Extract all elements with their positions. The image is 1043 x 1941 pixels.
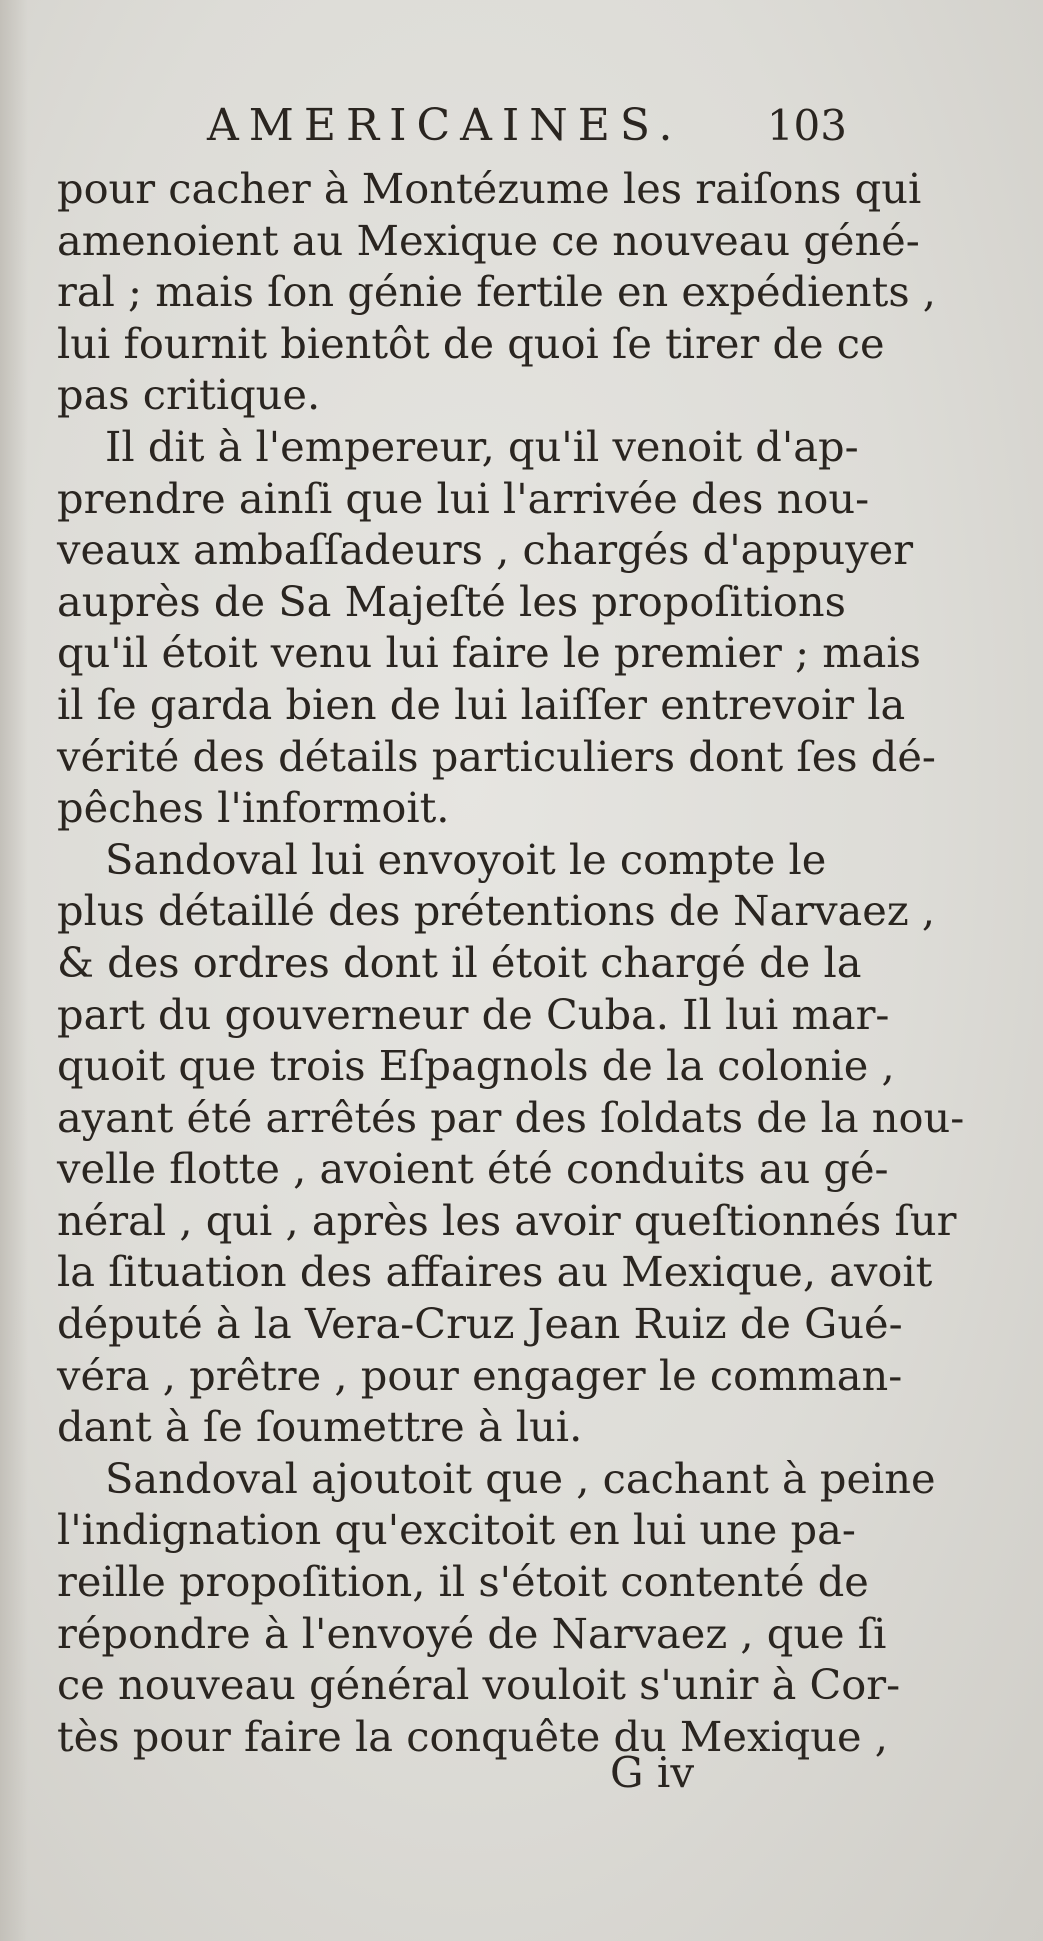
paragraph-start-line: Il dit à l'empereur, qu'il venoit d'ap- xyxy=(105,421,859,471)
text-line: député à la Vera-Cruz Jean Ruiz de Gué- xyxy=(57,1299,903,1349)
paragraph-start-line: Sandoval ajoutoit que , cachant à peine xyxy=(105,1453,936,1503)
text-line: lui fournit bientôt de quoi ſe tirer de ce xyxy=(57,318,885,368)
text-line: quoit que trois Eſpagnols de la colonie , xyxy=(57,1041,895,1091)
text-line: dant à ſe ſoumettre à lui. xyxy=(57,1402,583,1452)
text-line: prendre ainſi que lui l'arrivée des nou- xyxy=(57,473,870,523)
text-line: pour cacher à Montézume les raiſons qui xyxy=(57,164,922,213)
text-line: amenoient au Mexique ce nouveau géné- xyxy=(57,215,920,265)
body-text xyxy=(57,163,965,1762)
text-line: véra , prêtre , pour engager le comman- xyxy=(57,1350,903,1400)
signature-mark: G iv xyxy=(610,1748,695,1797)
text-line: qu'il étoit venu lui faire le premier ; mais xyxy=(57,628,921,678)
text-line: auprès de Sa Majeſté les propoſitions xyxy=(57,576,846,626)
text-line: plus détaillé des prétentions de Narvaez , xyxy=(57,886,936,936)
text-line: velle flotte , avoient été conduits au gé- xyxy=(57,1144,889,1194)
text-line: la ſituation des affaires au Mexique, avoit xyxy=(57,1247,933,1297)
text-line: & des ordres dont il étoit chargé de la xyxy=(57,937,862,987)
text-line: veaux ambaſſadeurs , chargés d'appuyer xyxy=(57,525,914,575)
text-line: reille propoſition, il s'étoit contenté de xyxy=(57,1557,869,1607)
text-line: ayant été arrêtés par des ſoldats de la nou- xyxy=(57,1092,965,1142)
text-line: vérité des détails particuliers dont ſes dé- xyxy=(57,731,936,781)
paragraph-start-line: Sandoval lui envoyoit le compte le xyxy=(105,834,827,884)
page-number: 103 xyxy=(766,101,847,150)
text-line: pêches l'informoit. xyxy=(57,783,450,833)
text-line: part du gouverneur de Cuba. Il lui mar- xyxy=(57,989,890,1039)
text-line: l'indignation qu'excitoit en lui une pa- xyxy=(57,1505,856,1555)
text-line: ce nouveau général vouloit s'unir à Cor- xyxy=(57,1660,901,1710)
running-title: AMERICAINES. xyxy=(207,100,683,151)
text-line: tès pour faire la conquête du Mexique , xyxy=(57,1711,888,1761)
text-line: néral , qui , après les avoir queſtionnés ſur xyxy=(57,1195,957,1245)
text-line: pas critique. xyxy=(57,370,321,420)
text-line: ral ; mais ſon génie fertile en expédients , xyxy=(57,267,936,317)
page-header xyxy=(207,96,847,156)
text-line: il ſe garda bien de lui laiſſer entrevoir la xyxy=(57,679,906,729)
text-line: répondre à l'envoyé de Narvaez , que ſi xyxy=(57,1608,887,1658)
